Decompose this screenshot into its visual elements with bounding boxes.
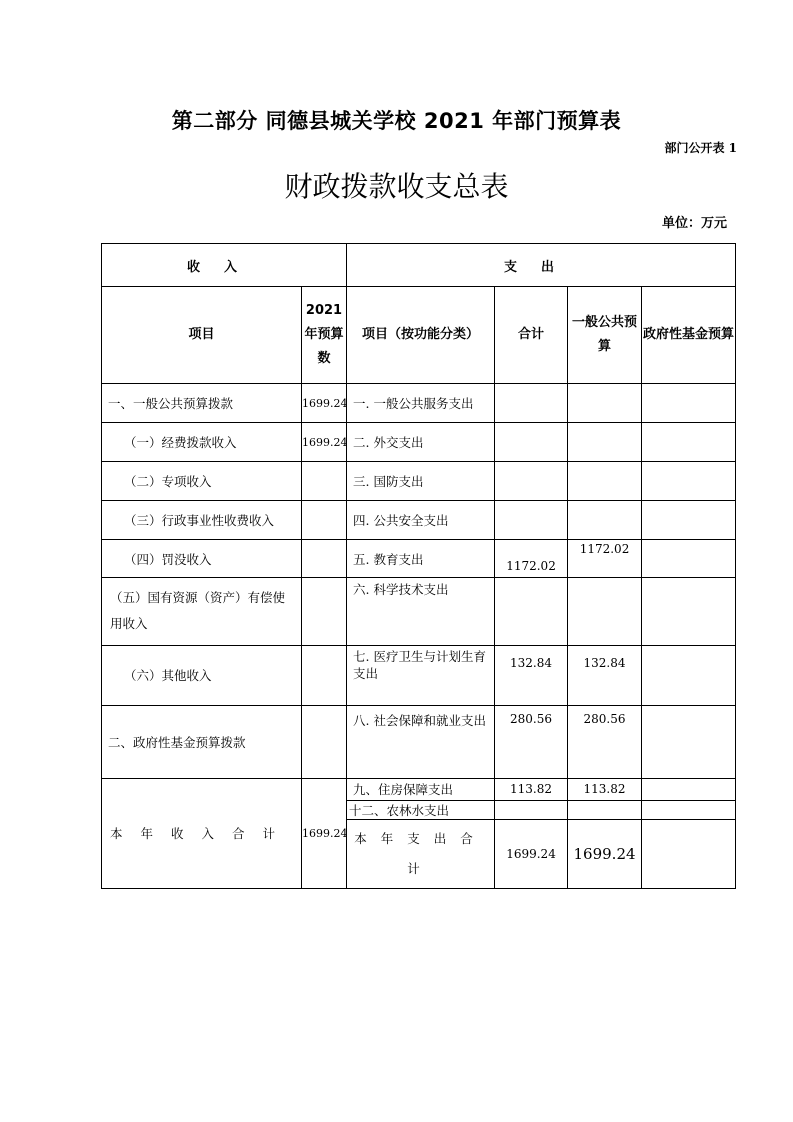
expense-fund (642, 384, 736, 423)
income-item: （三）行政事业性收费收入 (102, 501, 302, 540)
table-row (102, 778, 736, 800)
income-amount (302, 705, 347, 778)
col-item-by-function: 项目（按功能分类） (347, 287, 495, 384)
col-item: 项目 (102, 287, 302, 384)
income-item: （五）国有资源（资产）有偿使用收入 (102, 578, 302, 645)
expense-fund (642, 462, 736, 501)
expense-general: 1172.02 (568, 540, 642, 578)
expense-fund (642, 423, 736, 462)
expense-item: 二. 外交支出 (347, 423, 495, 462)
col-budget-2021: 2021年预算数 (302, 287, 347, 384)
expense-grand-total: 1699.24 (495, 819, 568, 888)
expense-grand-fund (642, 819, 736, 888)
income-amount: 1699.24 (302, 423, 347, 462)
expense-item: 三. 国防支出 (347, 462, 495, 501)
expense-total (495, 384, 568, 423)
expense-general: 113.82 (568, 778, 642, 800)
table-row (102, 578, 736, 645)
col-total: 合计 (495, 287, 568, 384)
expense-total: 1172.02 (495, 540, 568, 578)
expense-total-label: 本年支出合计 (347, 819, 495, 888)
expense-item: 九、住房保障支出 (347, 778, 495, 800)
expense-fund (642, 501, 736, 540)
table-row (102, 501, 736, 540)
expense-fund (642, 645, 736, 705)
expense-item: 十二、农林水支出 (347, 800, 495, 819)
expense-general (568, 462, 642, 501)
income-amount (302, 578, 347, 645)
expense-fund (642, 540, 736, 578)
table-row (102, 244, 736, 287)
income-amount (302, 645, 347, 705)
unit-label: 单位：万元 (661, 216, 727, 231)
expense-total (495, 578, 568, 645)
col-general-budget: 一般公共预算 (568, 287, 642, 384)
income-amount (302, 501, 347, 540)
expense-total (495, 800, 568, 819)
expense-total: 132.84 (495, 645, 568, 705)
income-total-amount: 1699.24 (302, 778, 347, 888)
expense-item: 八. 社会保障和就业支出 (347, 705, 495, 778)
expense-item: 六. 科学技术支出 (347, 578, 495, 645)
expense-item: 一. 一般公共服务支出 (347, 384, 495, 423)
expense-item: 七. 医疗卫生与计划生育支出 (347, 645, 495, 705)
income-amount: 1699.24 (302, 384, 347, 423)
income-amount (302, 540, 347, 578)
income-item: 二、政府性基金预算拨款 (102, 705, 302, 778)
table-row (102, 462, 736, 501)
table-row (102, 423, 736, 462)
expense-fund (642, 778, 736, 800)
table-row (102, 384, 736, 423)
income-amount (302, 462, 347, 501)
expense-fund (642, 578, 736, 645)
table-row (102, 540, 736, 578)
expense-item: 五. 教育支出 (347, 540, 495, 578)
income-item: （四）罚没收入 (102, 540, 302, 578)
income-item: （二）专项收入 (102, 462, 302, 501)
expense-general (568, 501, 642, 540)
income-item: （六）其他收入 (102, 645, 302, 705)
expense-fund (642, 800, 736, 819)
budget-summary-table (101, 243, 736, 889)
expense-general: 132.84 (568, 645, 642, 705)
expense-total (495, 462, 568, 501)
expense-general (568, 800, 642, 819)
income-header: 收入 (102, 244, 347, 287)
expense-item: 四. 公共安全支出 (347, 501, 495, 540)
expense-grand-general: 1699.24 (568, 819, 642, 888)
table-row (102, 645, 736, 705)
table-row (102, 705, 736, 778)
table-number: 部门公开表 1 (664, 141, 737, 155)
table-title: 财政拨款收支总表 (284, 170, 509, 203)
expense-total: 113.82 (495, 778, 568, 800)
expense-general (568, 423, 642, 462)
col-fund-budget: 政府性基金预算 (642, 287, 736, 384)
table-row (102, 287, 736, 384)
expense-general (568, 578, 642, 645)
income-item: （一）经费拨款收入 (102, 423, 302, 462)
income-total-label: 本年收入合计 (102, 778, 302, 888)
expense-fund (642, 705, 736, 778)
document-title: 第二部分 同德县城关学校 2021 年部门预算表 (171, 109, 622, 133)
expense-total (495, 501, 568, 540)
expense-general (568, 384, 642, 423)
expense-header: 支出 (347, 244, 736, 287)
expense-total: 280.56 (495, 705, 568, 778)
income-item: 一、一般公共预算拨款 (102, 384, 302, 423)
expense-general: 280.56 (568, 705, 642, 778)
expense-total (495, 423, 568, 462)
